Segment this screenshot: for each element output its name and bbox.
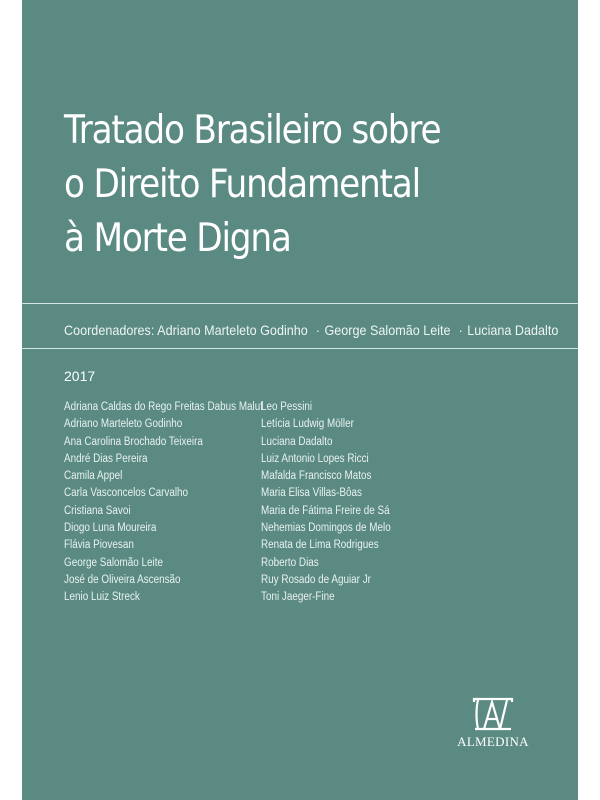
authors-list-left: [64, 399, 263, 607]
book-cover: [22, 0, 578, 800]
author-name: Ruy Rosado de Aguiar Jr: [261, 573, 371, 586]
coordinators-label: Coordenadores:: [64, 322, 155, 338]
title-line: o Direito Fundamental: [64, 162, 420, 207]
author-name: Roberto Dias: [261, 556, 319, 569]
author-name: George Salomão Leite: [64, 556, 163, 569]
author-name: Renata de Lima Rodrigues: [261, 539, 379, 552]
title-line: Tratado Brasileiro sobre: [64, 108, 441, 153]
author-name: Luiz Antonio Lopes Ricci: [261, 452, 369, 465]
divider-bottom: [22, 348, 578, 349]
author-name: Maria Elisa Villas-Bôas: [261, 487, 362, 500]
coordinators-line: [64, 322, 559, 338]
author-name: Nehemias Domingos de Melo: [261, 522, 391, 535]
author-name: José de Oliveira Ascensão: [64, 573, 181, 586]
publisher-name: ALMEDINA: [457, 734, 529, 749]
author-name: Mafalda Francisco Matos: [261, 470, 372, 483]
almedina-logo-icon: [470, 696, 516, 732]
author-name: Camila Appel: [64, 470, 123, 483]
coordinator-name: Adriano Marteleto Godinho: [157, 322, 308, 338]
author-name: André Dias Pereira: [64, 452, 148, 465]
author-name: Letícia Ludwig Möller: [261, 418, 354, 431]
author-name: Toni Jaeger-Fine: [261, 591, 335, 604]
author-name: Luciana Dadalto: [261, 435, 333, 448]
divider-top: [22, 303, 578, 304]
author-name: Diogo Luna Moureira: [64, 522, 157, 535]
author-name: Ana Carolina Brochado Teixeira: [64, 435, 203, 448]
author-name: Maria de Fátima Freire de Sá: [261, 504, 390, 517]
author-name: Adriano Marteleto Godinho: [64, 418, 183, 431]
author-name: Cristiana Savoi: [64, 504, 131, 517]
book-title: [64, 104, 504, 266]
publication-year: 2017: [64, 368, 96, 384]
author-name: Carla Vasconcelos Carvalho: [64, 487, 189, 500]
title-line: à Morte Digna: [64, 216, 291, 261]
author-name: Flávia Piovesan: [64, 539, 134, 552]
separator-dot: ·: [315, 322, 320, 338]
coordinator-name: Luciana Dadalto: [467, 322, 559, 338]
author-name: Adriana Caldas do Rego Freitas Dabus Maluf: [64, 401, 264, 413]
author-name: Lenio Luiz Streck: [64, 591, 140, 604]
authors-list-right: [261, 399, 391, 607]
coordinator-name: George Salomão Leite: [324, 322, 451, 338]
separator-dot: ·: [458, 322, 463, 338]
publisher-logo: [448, 696, 538, 750]
author-name: Leo Pessini: [261, 401, 313, 413]
